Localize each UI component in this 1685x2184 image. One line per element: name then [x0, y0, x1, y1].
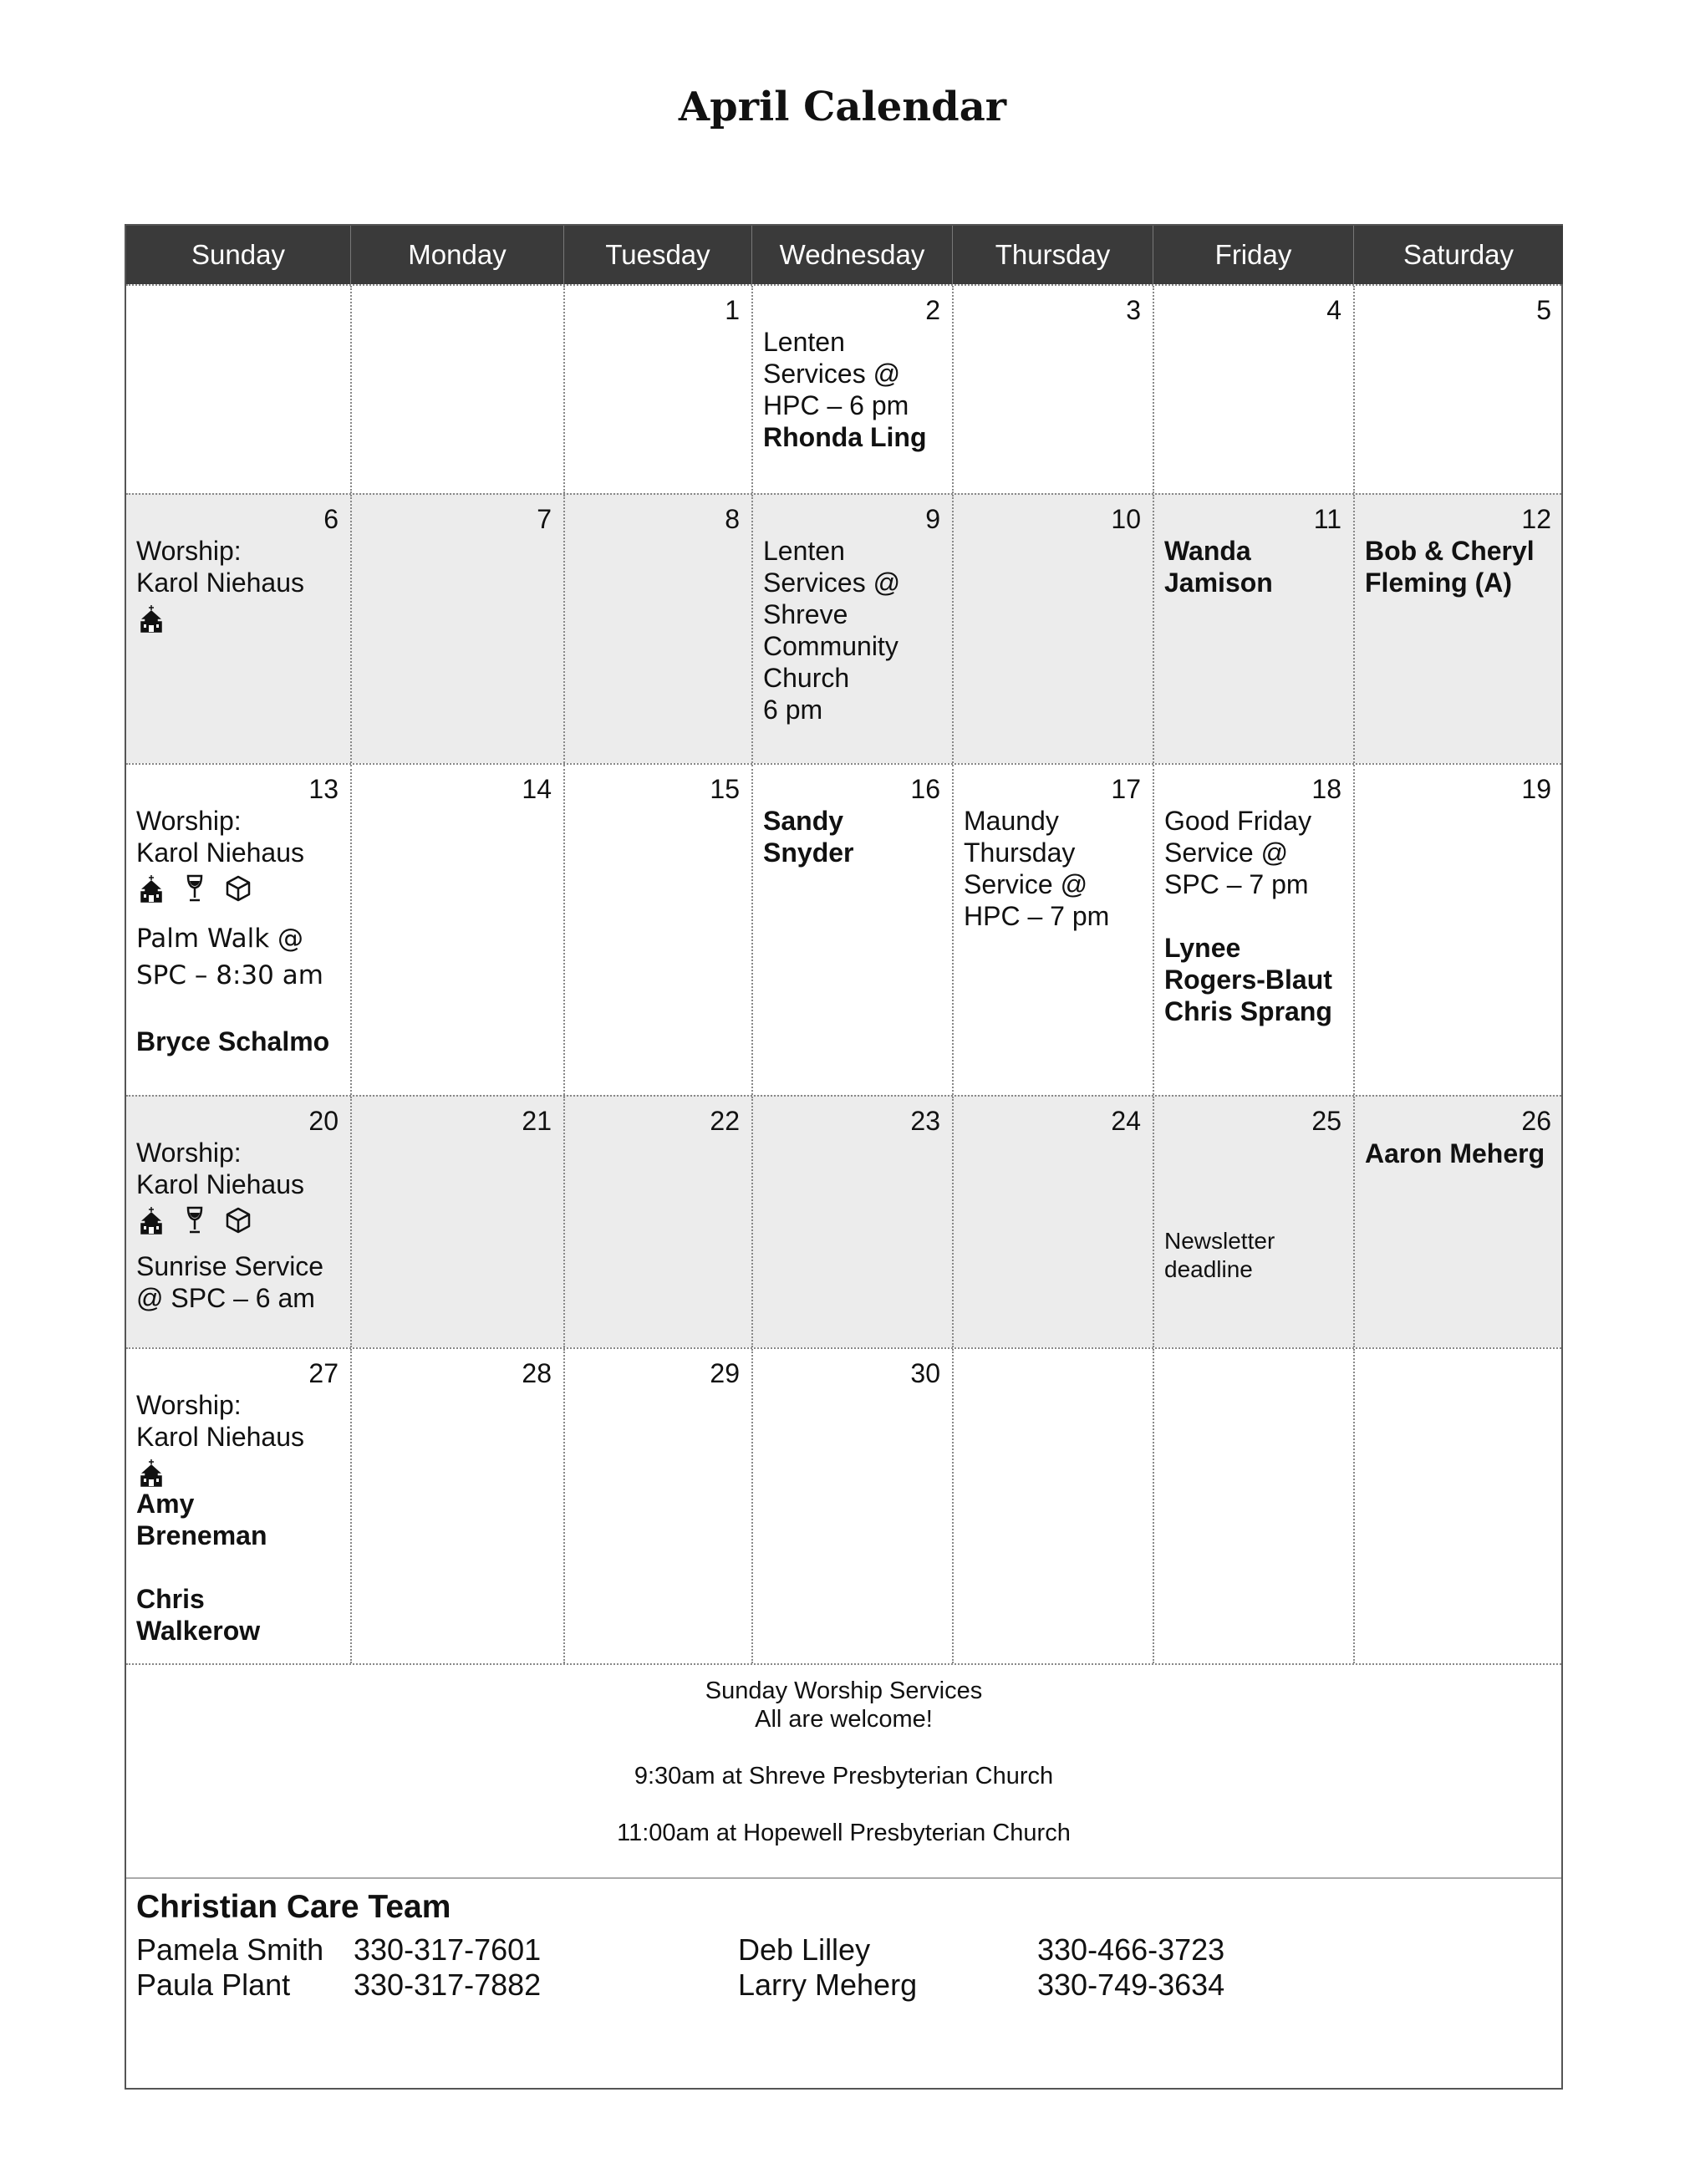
- bread-icon: [223, 1205, 253, 1235]
- care-member-phone: 330-317-7601: [354, 1932, 542, 1967]
- day-cell: [126, 495, 350, 763]
- person-name: Bob & Cheryl: [1365, 536, 1535, 566]
- day-cell-empty: [1153, 1349, 1353, 1663]
- person-name: Rogers-Blaut: [1164, 965, 1332, 995]
- event-text: Palm Walk @: [136, 924, 304, 954]
- event-text: Maundy: [964, 806, 1059, 836]
- week-row: [126, 284, 1561, 493]
- header-monday: Monday: [350, 226, 563, 284]
- day-cell: [126, 765, 350, 1095]
- day-number: 10: [1111, 504, 1141, 534]
- day-number: 21: [522, 1106, 552, 1136]
- church-icon: [136, 1458, 166, 1488]
- day-cell: [1353, 286, 1563, 493]
- event-text: Lenten: [763, 327, 845, 357]
- day-number: 19: [1521, 774, 1551, 804]
- care-member-name: Paula Plant: [136, 1968, 291, 2002]
- person-name: Walkerow: [136, 1616, 261, 1646]
- care-team: [126, 1877, 1561, 2090]
- event-text: Community: [763, 631, 898, 661]
- day-number: 6: [323, 504, 339, 534]
- icon-row: [136, 868, 339, 904]
- day-cell-empty: [952, 1349, 1153, 1663]
- event-text: Service @: [964, 869, 1088, 899]
- day-number: 5: [1536, 295, 1551, 325]
- calendar-table: [125, 224, 1563, 2090]
- week-row: [126, 1347, 1561, 1663]
- person-name: Breneman: [136, 1520, 267, 1550]
- header-wednesday: Wednesday: [751, 226, 952, 284]
- care-team-title: Christian Care Team: [136, 1889, 451, 1925]
- day-cell: [126, 1097, 350, 1347]
- day-cell: [751, 765, 952, 1095]
- person-name: Wanda: [1164, 536, 1251, 566]
- event-text: Worship:: [136, 1390, 242, 1420]
- day-cell: [952, 1097, 1153, 1347]
- church-icon: [136, 873, 166, 904]
- day-cell: [751, 286, 952, 493]
- day-cell: [751, 1097, 952, 1347]
- day-cell: [952, 765, 1153, 1095]
- event-text: Lenten: [763, 536, 845, 566]
- day-number: 30: [910, 1358, 940, 1388]
- church-icon: [136, 1205, 166, 1235]
- day-number: 17: [1111, 774, 1141, 804]
- event-text: Newsletter: [1164, 1228, 1275, 1254]
- day-number: 14: [522, 774, 552, 804]
- person-name: Chris Sprang: [1164, 996, 1332, 1026]
- week-row: [126, 493, 1561, 763]
- day-cell: [1153, 765, 1353, 1095]
- day-number: 16: [910, 774, 940, 804]
- person-name: Snyder: [763, 837, 854, 868]
- icon-row: [136, 598, 339, 634]
- event-text: Karol Niehaus: [136, 1422, 304, 1452]
- day-number: 3: [1126, 295, 1141, 325]
- day-cell: [1353, 765, 1563, 1095]
- event-text: Karol Niehaus: [136, 1169, 304, 1199]
- week-row: [126, 763, 1561, 1095]
- person-name: Amy: [136, 1489, 195, 1519]
- day-cell: [126, 1349, 350, 1663]
- event-text: Worship:: [136, 536, 242, 566]
- day-number: 12: [1521, 504, 1551, 534]
- header-friday: Friday: [1153, 226, 1353, 284]
- page-title: April Calendar: [678, 84, 1007, 130]
- day-cell: [751, 495, 952, 763]
- day-number: 29: [710, 1358, 740, 1388]
- day-number: 20: [308, 1106, 339, 1136]
- care-member-phone: 330-749-3634: [1037, 1968, 1225, 2002]
- day-cell: [563, 286, 751, 493]
- day-cell: [350, 495, 563, 763]
- info-line: 9:30am at Shreve Presbyterian Church: [634, 1763, 1054, 1789]
- person-name: Rhonda Ling: [763, 422, 927, 452]
- icon-row: [136, 1200, 339, 1235]
- event-text: Service @: [1164, 837, 1289, 868]
- church-icon: [136, 603, 166, 634]
- event-text: @ SPC – 6 am: [136, 1283, 315, 1313]
- day-number: 4: [1326, 295, 1341, 325]
- event-text: SPC – 7 pm: [1164, 869, 1309, 899]
- day-number: 1: [725, 295, 740, 325]
- event-text: deadline: [1164, 1256, 1253, 1282]
- day-cell: [563, 1097, 751, 1347]
- day-cell-empty: [350, 286, 563, 493]
- header-saturday: Saturday: [1353, 226, 1563, 284]
- day-cell: [952, 286, 1153, 493]
- event-text: HPC – 7 pm: [964, 901, 1110, 931]
- wine-glass-icon: [182, 1205, 207, 1235]
- week-row: [126, 1095, 1561, 1347]
- day-number: 26: [1521, 1106, 1551, 1136]
- event-text: Worship:: [136, 1138, 242, 1168]
- care-member-name: Pamela Smith: [136, 1932, 324, 1967]
- header-tuesday: Tuesday: [563, 226, 751, 284]
- day-cell: [350, 1097, 563, 1347]
- header-sunday: Sunday: [126, 226, 350, 284]
- care-member-name: Larry Meherg: [738, 1968, 918, 2002]
- care-member-name: Deb Lilley: [738, 1932, 871, 1967]
- info-line: Sunday Worship Services: [705, 1677, 983, 1704]
- event-text: SPC – 8:30 am: [136, 960, 323, 990]
- event-text: Shreve: [763, 599, 848, 629]
- day-cell: [1353, 1097, 1563, 1347]
- event-text: Church: [763, 663, 850, 693]
- day-number: 28: [522, 1358, 552, 1388]
- event-text: Sunrise Service: [136, 1251, 324, 1281]
- day-cell: [1153, 495, 1353, 763]
- person-name: Jamison: [1164, 568, 1273, 598]
- day-cell: [563, 1349, 751, 1663]
- info-line: 11:00am at Hopewell Presbyterian Church: [617, 1820, 1071, 1846]
- day-cell: [1353, 495, 1563, 763]
- day-cell-empty: [1353, 1349, 1563, 1663]
- event-text: Thursday: [964, 837, 1076, 868]
- person-name: Aaron Meherg: [1365, 1138, 1545, 1168]
- event-text: Karol Niehaus: [136, 837, 304, 868]
- day-cell: [563, 765, 751, 1095]
- wine-glass-icon: [182, 873, 207, 904]
- day-number: 22: [710, 1106, 740, 1136]
- day-cell: [751, 1349, 952, 1663]
- day-number: 27: [308, 1358, 339, 1388]
- day-cell: [563, 495, 751, 763]
- day-number: 25: [1311, 1106, 1341, 1136]
- day-number: 23: [910, 1106, 940, 1136]
- day-number: 18: [1311, 774, 1341, 804]
- care-member-phone: 330-466-3723: [1037, 1932, 1225, 1967]
- day-number: 2: [925, 295, 940, 325]
- day-cell: [350, 765, 563, 1095]
- event-text: Karol Niehaus: [136, 568, 304, 598]
- day-cell: [952, 495, 1153, 763]
- icon-row: [136, 1453, 339, 1488]
- day-number: 24: [1111, 1106, 1141, 1136]
- person-name: Chris: [136, 1584, 205, 1614]
- event-text: Good Friday: [1164, 806, 1312, 836]
- person-name: Sandy: [763, 806, 844, 836]
- person-name: Fleming (A): [1365, 568, 1512, 598]
- day-cell: [1153, 1097, 1353, 1347]
- day-cell: [350, 1349, 563, 1663]
- event-text: Worship:: [136, 806, 242, 836]
- header-thursday: Thursday: [952, 226, 1153, 284]
- day-number: 9: [925, 504, 940, 534]
- bread-icon: [223, 873, 253, 904]
- day-number: 13: [308, 774, 339, 804]
- day-number: 7: [537, 504, 552, 534]
- person-name: Bryce Schalmo: [136, 1026, 330, 1056]
- event-text: HPC – 6 pm: [763, 390, 909, 420]
- event-text: 6 pm: [763, 695, 823, 725]
- person-name: Lynee: [1164, 933, 1241, 963]
- day-cell-empty: [126, 286, 350, 493]
- info-line: All are welcome!: [755, 1706, 933, 1733]
- day-cell: [1153, 286, 1353, 493]
- day-number: 15: [710, 774, 740, 804]
- event-text: Services @: [763, 359, 901, 389]
- care-member-phone: 330-317-7882: [354, 1968, 542, 2002]
- day-number: 8: [725, 504, 740, 534]
- worship-info: [126, 1663, 1561, 1877]
- event-text: Services @: [763, 568, 901, 598]
- day-number: 11: [1313, 504, 1341, 534]
